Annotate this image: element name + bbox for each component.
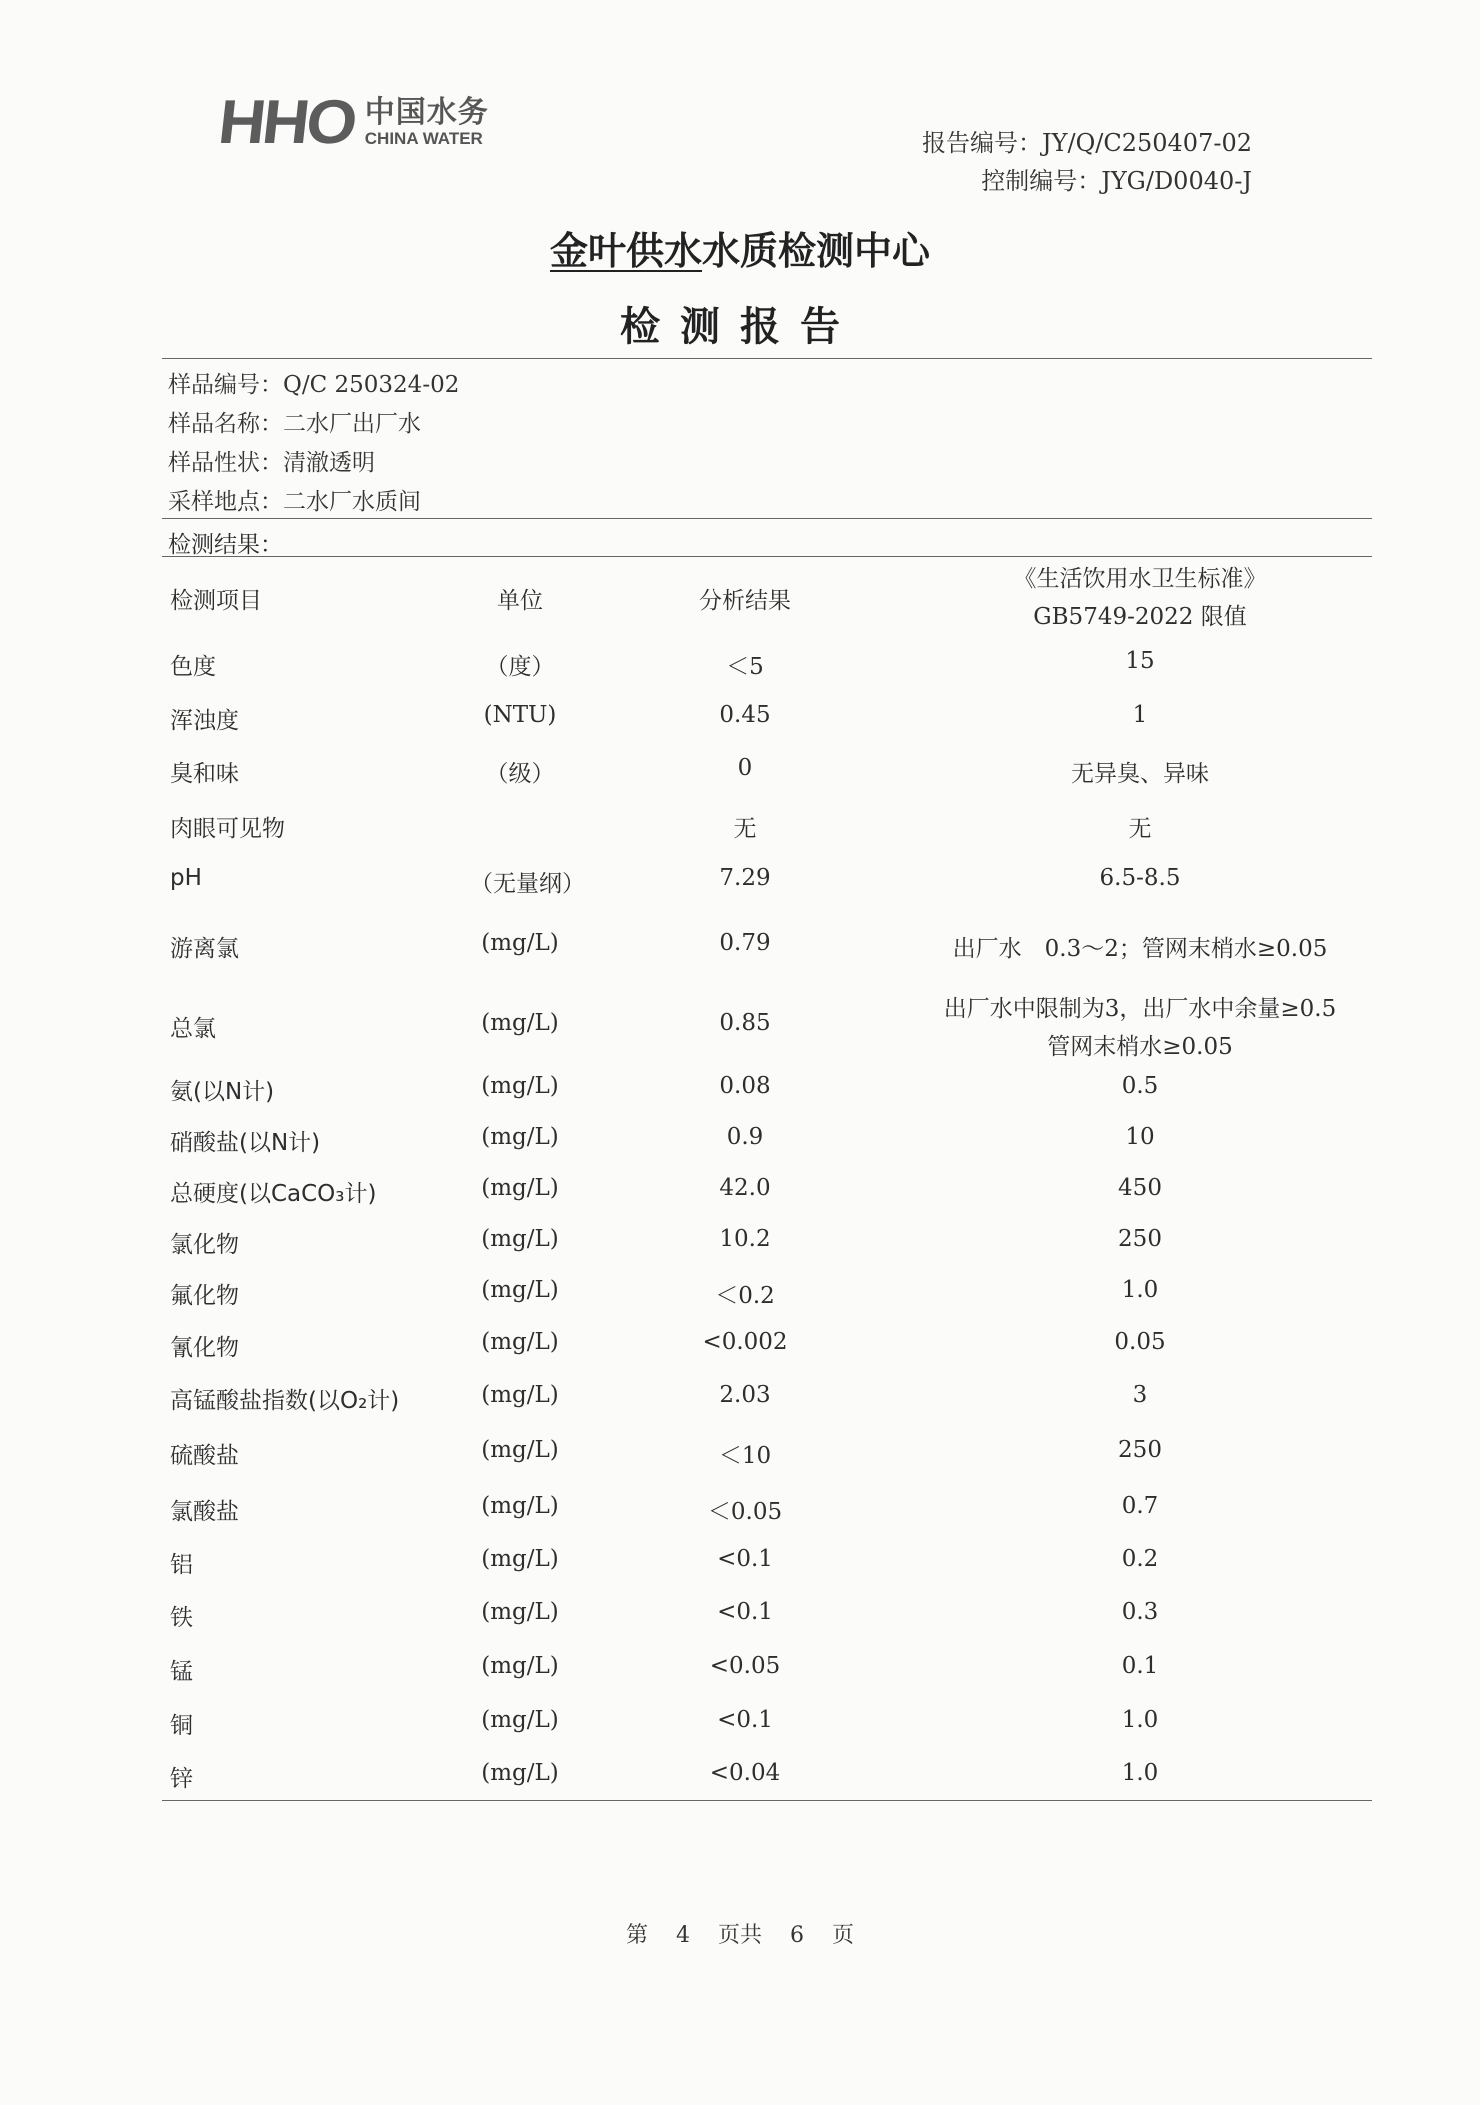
table-row <box>0 1382 1480 1422</box>
header-limit-line2: GB5749-2022 限值 <box>1033 604 1247 630</box>
item-cell: 氟化物 <box>170 1283 239 1309</box>
limit-cell: 250 <box>1118 1226 1162 1252</box>
table-row <box>0 1329 1480 1369</box>
result-cell: <0.1 <box>717 1707 773 1733</box>
unit-cell: (mg/L) <box>481 1277 559 1303</box>
divider <box>162 518 1372 519</box>
limit-cell: 1.0 <box>1121 1707 1159 1733</box>
unit-cell: (mg/L) <box>481 1124 559 1150</box>
table-row <box>0 1653 1480 1693</box>
table-row <box>0 930 1480 970</box>
unit-cell: (mg/L) <box>481 1226 559 1252</box>
item-cell: 铝 <box>170 1552 193 1578</box>
limit-cell: 出厂水 0.3～2；管网末梢水≥0.05 <box>952 936 1328 962</box>
company-logo <box>215 88 489 157</box>
report-codes <box>922 124 1252 200</box>
item-cell: pH <box>170 865 202 891</box>
sample-name: 样品名称：二水厂出厂水 <box>168 411 421 437</box>
sample-state: 样品性状：清澈透明 <box>168 450 375 476</box>
result-cell: 无 <box>733 816 757 842</box>
item-cell: 浑浊度 <box>170 708 239 734</box>
table-header <box>0 566 1480 630</box>
result-cell: 0.08 <box>719 1073 771 1099</box>
result-cell: ＜10 <box>718 1443 772 1469</box>
header-limit-line1: 《生活饮用水卫生标准》 <box>1013 566 1267 592</box>
unit-cell: (mg/L) <box>481 1073 559 1099</box>
unit-cell: (mg/L) <box>481 1760 559 1786</box>
table-row <box>0 1599 1480 1639</box>
header-unit: 单位 <box>497 588 543 614</box>
result-cell: <0.04 <box>709 1760 781 1786</box>
table-row <box>0 1124 1480 1164</box>
divider <box>162 358 1372 359</box>
limit-cell: 0.2 <box>1121 1546 1159 1572</box>
result-cell: ＜5 <box>726 654 764 680</box>
limit-cell: 0.7 <box>1121 1493 1159 1519</box>
unit-cell: (mg/L) <box>481 1546 559 1572</box>
result-cell: 0.45 <box>719 702 771 728</box>
result-cell: ＜0.2 <box>715 1283 775 1309</box>
logo-name-cn: 中国水务 <box>364 95 489 131</box>
sample-code: 样品编号：Q/C 250324-02 <box>168 372 460 398</box>
result-cell: 0 <box>737 755 753 781</box>
page-total: 6 <box>790 1923 804 1948</box>
table-row <box>0 1493 1480 1533</box>
table-row <box>0 1707 1480 1747</box>
table-row <box>0 1226 1480 1266</box>
table-row <box>0 1175 1480 1215</box>
unit-cell: （度） <box>485 654 555 680</box>
item-cell: 氰化物 <box>170 1335 239 1361</box>
unit-cell: (mg/L) <box>481 1010 559 1036</box>
unit-cell: (mg/L) <box>481 1599 559 1625</box>
result-cell: 7.29 <box>719 865 771 891</box>
limit-cell-line2: 管网末梢水≥0.05 <box>1047 1034 1233 1060</box>
table-row <box>0 1073 1480 1113</box>
limit-cell: 无异臭、异味 <box>1071 761 1209 787</box>
limit-cell: 1 <box>1132 702 1148 728</box>
limit-cell: 250 <box>1118 1437 1162 1463</box>
limit-cell: 无 <box>1128 816 1152 842</box>
limit-cell: 0.5 <box>1121 1073 1159 1099</box>
item-cell: 锰 <box>170 1659 193 1685</box>
item-cell: 铁 <box>170 1605 193 1631</box>
logo-name-en: CHINA WATER <box>364 128 483 148</box>
report-number: 报告编号：JY/Q/C250407-02 <box>922 129 1252 157</box>
item-cell: 锌 <box>170 1766 193 1792</box>
control-number: 控制编号：JYG/D0040-J <box>981 167 1252 195</box>
result-cell: <0.1 <box>717 1599 773 1625</box>
sample-site: 采样地点：二水厂水质间 <box>168 489 421 515</box>
unit-cell: （无量纲） <box>470 871 585 897</box>
result-cell: 42.0 <box>719 1175 771 1201</box>
item-cell: 总氯 <box>170 1016 216 1042</box>
result-cell: 0.79 <box>719 930 771 956</box>
table-row <box>0 1437 1480 1477</box>
limit-cell: 0.3 <box>1121 1599 1159 1625</box>
result-label: 检测结果： <box>168 532 283 558</box>
unit-cell: (mg/L) <box>481 1493 559 1519</box>
item-cell: 色度 <box>170 654 216 680</box>
item-cell: 肉眼可见物 <box>170 816 285 842</box>
limit-cell: 0.05 <box>1114 1329 1166 1355</box>
table-row <box>0 702 1480 742</box>
result-cell: ＜0.05 <box>707 1499 783 1525</box>
item-cell: 游离氯 <box>170 936 239 962</box>
result-cell: 2.03 <box>719 1382 771 1408</box>
result-cell: <0.1 <box>717 1546 773 1572</box>
table-row <box>0 996 1480 1060</box>
unit-cell: (mg/L) <box>481 1437 559 1463</box>
table-row <box>0 1760 1480 1800</box>
result-cell: <0.002 <box>702 1329 788 1355</box>
table-row <box>0 648 1480 688</box>
limit-cell: 6.5-8.5 <box>1099 865 1181 891</box>
item-cell: 铜 <box>170 1713 193 1739</box>
limit-cell: 0.1 <box>1121 1653 1159 1679</box>
page-number: 4 <box>675 1923 690 1948</box>
organization-title-rest: 水质检测中心 <box>702 229 931 273</box>
organization-title-underlined: 金叶供水 <box>549 229 702 273</box>
limit-cell: 1.0 <box>1121 1760 1159 1786</box>
unit-cell: (mg/L) <box>481 930 559 956</box>
table-row <box>0 1546 1480 1586</box>
limit-cell: 出厂水中限制为3，出厂水中余量≥0.5 <box>943 996 1337 1022</box>
unit-cell: (mg/L) <box>481 1653 559 1679</box>
item-cell: 硝酸盐(以N计) <box>170 1130 321 1156</box>
item-cell: 高锰酸盐指数(以O₂计) <box>170 1388 400 1414</box>
logo-mark: HHO <box>215 88 358 157</box>
limit-cell: 3 <box>1132 1382 1148 1408</box>
header-result: 分析结果 <box>699 588 791 614</box>
result-cell: 10.2 <box>719 1226 771 1252</box>
unit-cell: (mg/L) <box>481 1707 559 1733</box>
unit-cell: (mg/L) <box>481 1382 559 1408</box>
result-cell: 0.85 <box>719 1010 771 1036</box>
item-cell: 氯酸盐 <box>170 1499 239 1525</box>
limit-cell: 15 <box>1125 648 1155 674</box>
header-item: 检测项目 <box>170 588 262 614</box>
document-title: 检测报告 <box>620 304 860 350</box>
organization-title <box>0 220 1480 275</box>
divider <box>162 556 1372 557</box>
divider <box>162 1800 1372 1801</box>
table-row <box>0 865 1480 905</box>
item-cell: 臭和味 <box>170 761 239 787</box>
unit-cell: (mg/L) <box>481 1175 559 1201</box>
result-cell: <0.05 <box>709 1653 781 1679</box>
item-cell: 硫酸盐 <box>170 1443 239 1469</box>
limit-cell: 10 <box>1125 1124 1155 1150</box>
result-cell: 0.9 <box>726 1124 764 1150</box>
unit-cell: (mg/L) <box>481 1329 559 1355</box>
item-cell: 氯化物 <box>170 1232 239 1258</box>
table-row <box>0 755 1480 795</box>
table-row <box>0 810 1480 850</box>
item-cell: 总硬度(以CaCO₃计) <box>170 1181 377 1207</box>
unit-cell: （级） <box>485 761 555 787</box>
limit-cell: 1.0 <box>1121 1277 1159 1303</box>
item-cell: 氨(以N计) <box>170 1079 275 1105</box>
limit-cell: 450 <box>1118 1175 1162 1201</box>
page-footer: 第 4 页共 6 页 <box>625 1923 855 1948</box>
unit-cell: (NTU) <box>483 702 557 728</box>
table-row <box>0 1277 1480 1317</box>
